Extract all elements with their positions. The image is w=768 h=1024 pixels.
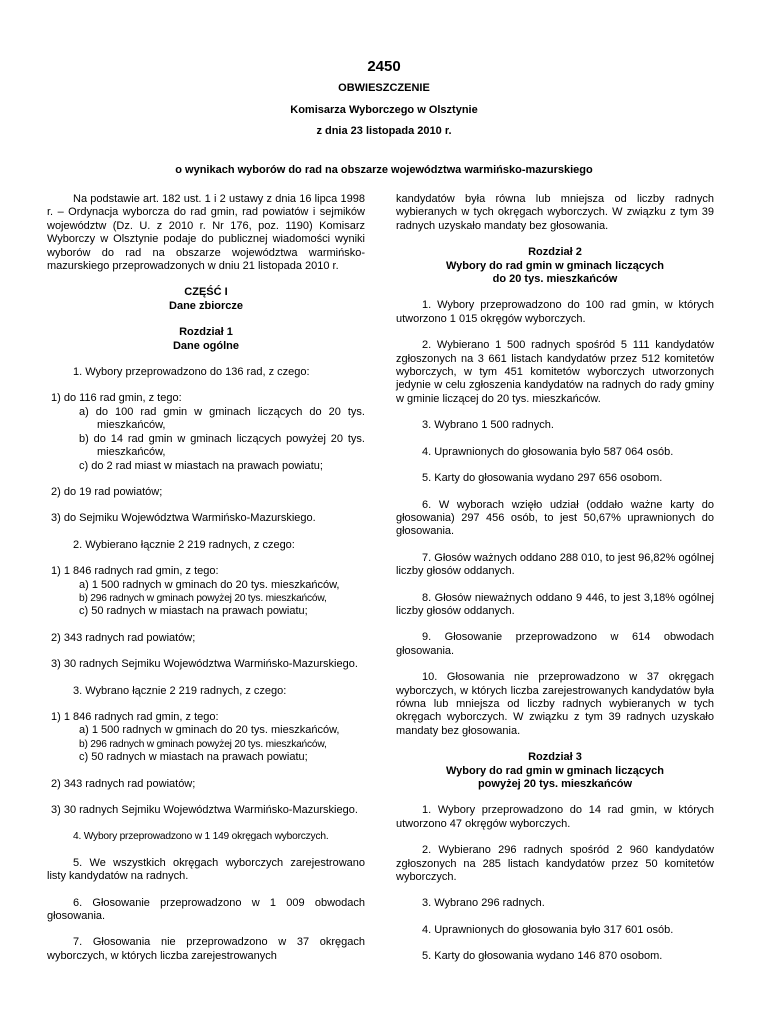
chapter2-item: 10. Głosowania nie przeprowadzono w 37 okręgach wyborczych, w których liczba zarejestrowanych kandydatów była równa lub mniejsza od liczby radnych wybieranych w tych okręgach wyborczych. W związku z tym 39 radnych uzyskało mandaty bez głosowania. (396, 671, 714, 737)
list-item: 1) do 116 rad gmin, z tego: (51, 392, 182, 405)
chapter2-item: 6. W wyborach wzięło udział (oddało ważne karty do głosowania) 297 456 osób, to jest 50,67% uprawnionych do głosowania. (396, 498, 714, 538)
list-item: 3) do Sejmiku Województwa Warmińsko-Mazurskiego. (51, 512, 316, 525)
list-item: 3) 30 radnych Sejmiku Województwa Warmińsko-Mazurskiego. (51, 658, 358, 671)
list-subitem: a) 1 500 radnych w gminach do 20 tys. mieszkańców, (79, 578, 340, 591)
list-3-3 (47, 804, 365, 817)
paragraph-7: 7. Głosowania nie przeprowadzono w 37 okręgach wyborczych, w których liczba zarejestrowanych (47, 936, 365, 962)
chapter3-subtitle-1: Wybory do rad gmin w gminach liczących (445, 764, 664, 777)
chapter1-title: Rozdział 1 (179, 326, 233, 339)
intro-paragraph: Na podstawie art. 182 ust. 1 i 2 ustawy z dnia 16 lipca 1998 r. – Ordynacja wyborcza do rad gmin, rad powiatów i sejmików województw (Dz. U. z 2010 r. Nr 176, poz. 1190) Komisarz Wyborczy w Olsztynie podaje do publicznej wiadomości wyniki wyborów do rad na obszarze województwa warmińsko-mazurskiego przeprowadzonych w dniu 21 listopada 2010 r. (47, 193, 365, 273)
document-type: OBWIESZCZENIE (338, 82, 430, 94)
list-2-2 (47, 632, 365, 645)
list-subitem: b) do 14 rad gmin w gminach liczących powyżej 20 tys. mieszkańców, (79, 432, 365, 459)
list-item: 2) 343 radnych rad powiatów; (51, 631, 196, 644)
list-3-1 (47, 711, 365, 765)
paragraph-4: 4. Wybory przeprowadzono w 1 149 okręgach wyborczych. (73, 831, 329, 843)
list-subitem: b) 296 radnych w gminach powyżej 20 tys. mieszkańców, (79, 592, 327, 604)
list-3-2 (47, 778, 365, 791)
chapter2-heading (396, 246, 714, 286)
list-item: 2) 343 radnych rad powiatów; (51, 777, 196, 790)
document-issuer: Komisarza Wyborczego w Olsztynie (290, 104, 478, 116)
paragraph-2: 2. Wybierano łącznie 2 219 radnych, z czego: (73, 538, 295, 551)
list-1-3 (47, 512, 365, 525)
paragraph-6: 6. Głosowanie przeprowadzono w 1 009 obwodach głosowania. (47, 896, 365, 923)
chapter3-item: 3. Wybrano 296 radnych. (422, 897, 545, 910)
part-title: CZĘŚĆ I (184, 286, 228, 299)
left-column (47, 193, 365, 976)
chapter3-item: 2. Wybierano 296 radnych spośród 2 960 kandydatów zgłoszonych na 285 listach kandydatów przez 50 komitetów wyborczych. (396, 844, 714, 884)
part-heading (47, 286, 365, 313)
chapter1-subtitle: Dane ogólne (172, 339, 239, 352)
document-date: z dnia 23 listopada 2010 r. (316, 125, 452, 137)
chapter3-title: Rozdział 3 (528, 751, 582, 764)
list-2-3 (47, 658, 365, 671)
chapter2-item: 2. Wybierano 1 500 radnych spośród 5 111 kandydatów zgłoszonych na 3 661 listach kandydatów przez 512 komitetów wyborczych, w tym 451 komitetów wyborczych utworzonych jedynie w celu zgłoszenia kandydatów na radnych do rady gminy w gminie liczącej do 20 tys. mieszkańców. (396, 339, 714, 405)
chapter2-subtitle-2: do 20 tys. mieszkańców (492, 273, 618, 286)
list-subitem: c) 50 radnych w miastach na prawach powiatu; (79, 605, 308, 618)
list-item: 1) 1 846 radnych rad gmin, z tego: (51, 710, 219, 723)
list-2-1 (47, 565, 365, 619)
list-subitem: b) 296 radnych w gminach powyżej 20 tys. mieszkańców, (79, 738, 327, 750)
paragraph-5: 5. We wszystkich okręgach wyborczych zarejestrowano listy kandydatów na radnych. (47, 856, 365, 883)
chapter2-title: Rozdział 2 (528, 246, 582, 259)
chapter2-subtitle-1: Wybory do rad gmin w gminach liczących (445, 259, 664, 272)
continued-paragraph: kandydatów była równa lub mniejsza od liczby radnych wybieranych w tych okręgach wyborczych. W związku z tym 39 radnych uzyskało mandaty bez głosowania. (396, 193, 714, 232)
chapter3-item: 1. Wybory przeprowadzono do 14 rad gmin, w których utworzono 47 okręgów wyborczych. (396, 804, 714, 830)
chapter2-item: 5. Karty do głosowania wydano 297 656 osobom. (422, 472, 663, 485)
chapter2-item: 3. Wybrano 1 500 radnych. (422, 419, 554, 432)
list-1-1 (47, 392, 365, 472)
chapter2-item: 8. Głosów nieważnych oddano 9 446, to jest 3,18% ogólnej liczby głosów oddanych. (396, 591, 714, 617)
part-subtitle: Dane zbiorcze (169, 299, 243, 312)
list-item: 1) 1 846 radnych rad gmin, z tego: (51, 565, 219, 578)
list-subitem: a) 1 500 radnych w gminach do 20 tys. mieszkańców, (79, 724, 340, 737)
right-column (396, 193, 714, 977)
paragraph-1: 1. Wybory przeprowadzono do 136 rad, z czego: (73, 366, 310, 379)
document-number: 2450 (367, 58, 401, 75)
list-subitem: a) do 100 rad gmin w gminach liczących do 20 tys. mieszkańców, (79, 405, 365, 432)
list-1-2 (47, 486, 365, 499)
list-subitem: c) 50 radnych w miastach na prawach powiatu; (79, 751, 308, 764)
chapter1-heading (47, 326, 365, 353)
chapter2-item: 1. Wybory przeprowadzono do 100 rad gmin, w których utworzono 1 015 okręgów wyborczych. (396, 299, 714, 325)
chapter2-item: 9. Głosowanie przeprowadzono w 614 obwodach głosowania. (396, 631, 714, 657)
chapter2-item: 4. Uprawnionych do głosowania było 587 064 osób. (422, 445, 674, 458)
chapter3-subtitle-2: powyżej 20 tys. mieszkańców (477, 778, 633, 790)
list-item: 3) 30 radnych Sejmiku Województwa Warmińsko-Mazurskiego. (51, 804, 358, 816)
chapter3-item: 5. Karty do głosowania wydano 146 870 osobom. (422, 950, 663, 963)
chapter2-item: 7. Głosów ważnych oddano 288 010, to jest 96,82% ogólnej liczby głosów oddanych. (396, 551, 714, 578)
chapter3-item: 4. Uprawnionych do głosowania było 317 601 osób. (422, 923, 674, 936)
chapter3-heading (396, 751, 714, 791)
document-subject: o wynikach wyborów do rad na obszarze województwa warmińsko-mazurskiego (175, 164, 593, 176)
list-item: 2) do 19 rad powiatów; (51, 485, 163, 498)
paragraph-3: 3. Wybrano łącznie 2 219 radnych, z czego: (73, 684, 287, 697)
list-subitem: c) do 2 rad miast w miastach na prawach powiatu; (79, 459, 323, 472)
